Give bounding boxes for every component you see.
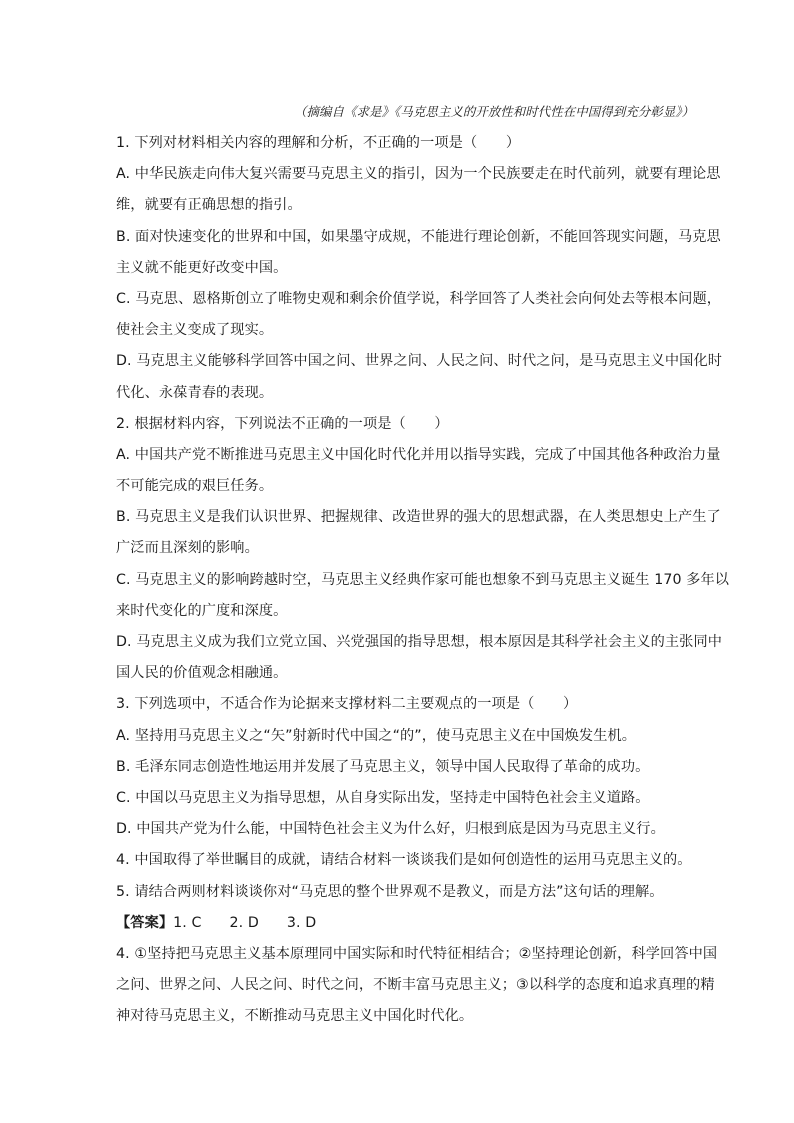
question-2-option-d-line-1: D. 马克思主义成为我们立党立国、兴党强国的指导思想，根本原因是其科学社会主义的主张同中 — [116, 634, 723, 650]
question-3-option-b: B. 毛泽东同志创造性地运用并发展了马克思主义，领导中国人民取得了革命的成功。 — [116, 758, 650, 775]
question-1-option-d-line-2: 代化、永葆青春的表现。 — [116, 384, 274, 401]
question-2-option-c-line-2: 来时代变化的广度和深度。 — [116, 602, 288, 619]
question-2-stem: 2. 根据材料内容，下列说法不正确的一项是（ ） — [116, 415, 449, 432]
answer-line — [116, 908, 700, 939]
answer-3: 3. D — [286, 914, 317, 931]
question-2-option-d-line-2: 国人民的价值观念相融通。 — [116, 665, 288, 682]
question-4-stem: 4. 中国取得了举世瞩目的成就，请结合材料一谈谈我们是如何创造性的运用马克思主义的。 — [116, 852, 692, 869]
question-2-option-a-line-2: 不可能完成的艰巨任务。 — [116, 478, 274, 495]
question-1-option-b-line-2: 主义就不能更好改变中国。 — [116, 259, 288, 276]
question-1-option-a-line-1: A. 中华民族走向伟大复兴需要马克思主义的指引，因为一个民族要走在时代前列，就要有理论思 — [116, 166, 721, 183]
question-1-option-d-line-1: D. 马克思主义能够科学回答中国之问、世界之问、人民之问、时代之问，是马克思主义中国化时 — [116, 353, 723, 370]
question-2-option-b-line-2: 广泛而且深刻的影响。 — [116, 540, 259, 557]
question-3-option-c: C. 中国以马克思主义为指导思想，从自身实际出发，坚持走中国特色社会主义道路。 — [116, 789, 650, 806]
question-2-option-c-line-1: C. 马克思主义的影响跨越时空，马克思主义经典作家可能也想象不到马克思主义诞生 170 多年以 — [116, 571, 730, 588]
question-3-stem: 3. 下列选项中，不适合作为论据来支撑材料二主要观点的一项是（ ） — [116, 696, 578, 713]
answer-2: 2. D — [229, 914, 259, 931]
answer-1: 1. C — [173, 914, 202, 931]
document-body — [116, 128, 730, 1032]
question-1-stem: 1. 下列对材料相关内容的理解和分析，不正确的一项是（ ） — [116, 135, 521, 151]
question-2-option-b-line-1: B. 马克思主义是我们认识世界、把握规律、改造世界的强大的思想武器，在人类思想史上产生了 — [116, 509, 721, 526]
question-1-option-a-line-2: 维，就要有正确思想的指引。 — [116, 197, 302, 214]
answer-4-line-2: 之问、世界之问、人民之问、时代之问，不断丰富马克思主义；③以科学的态度和追求真理的精 — [116, 977, 715, 994]
question-3-option-d: D. 中国共产党为什么能，中国特色社会主义为什么好，归根到底是因为马克思主义行。 — [116, 821, 665, 838]
question-3-option-a: A. 坚持用马克思主义之“矢”射新时代中国之“的”，使马克思主义在中国焕发生机。 — [116, 727, 637, 744]
question-1-option-c-line-1: C. 马克思、恩格斯创立了唯物史观和剩余价值学说，科学回答了人类社会向何处去等根本问题， — [116, 290, 722, 307]
answer-4-line-1: 4. ①坚持把马克思主义基本原理同中国实际和时代特征相结合；②坚持理论创新，科学回答中国 — [116, 945, 718, 962]
question-5-stem: 5. 请结合两则材料谈谈你对“马克思的整个世界观不是教义，而是方法”这句话的理解。 — [116, 883, 664, 900]
source-citation: （摘编自《求是》《马克思主义的开放性和时代性在中国得到充分彰显》） — [293, 104, 694, 119]
question-1-option-c-line-2: 使社会主义变成了现实。 — [116, 322, 274, 339]
question-2-option-a-line-1: A. 中国共产党不断推进马克思主义中国化时代化并用以指导实践，完成了中国其他各种政治力量 — [116, 446, 721, 463]
question-1-option-b-line-1: B. 面对快速变化的世界和中国，如果墨守成规，不能进行理论创新，不能回答现实问题，马克思 — [116, 228, 721, 245]
answer-4-line-3: 神对待马克思主义，不断推动马克思主义中国化时代化。 — [116, 1008, 474, 1025]
answer-label: 【答案】 — [116, 914, 174, 931]
